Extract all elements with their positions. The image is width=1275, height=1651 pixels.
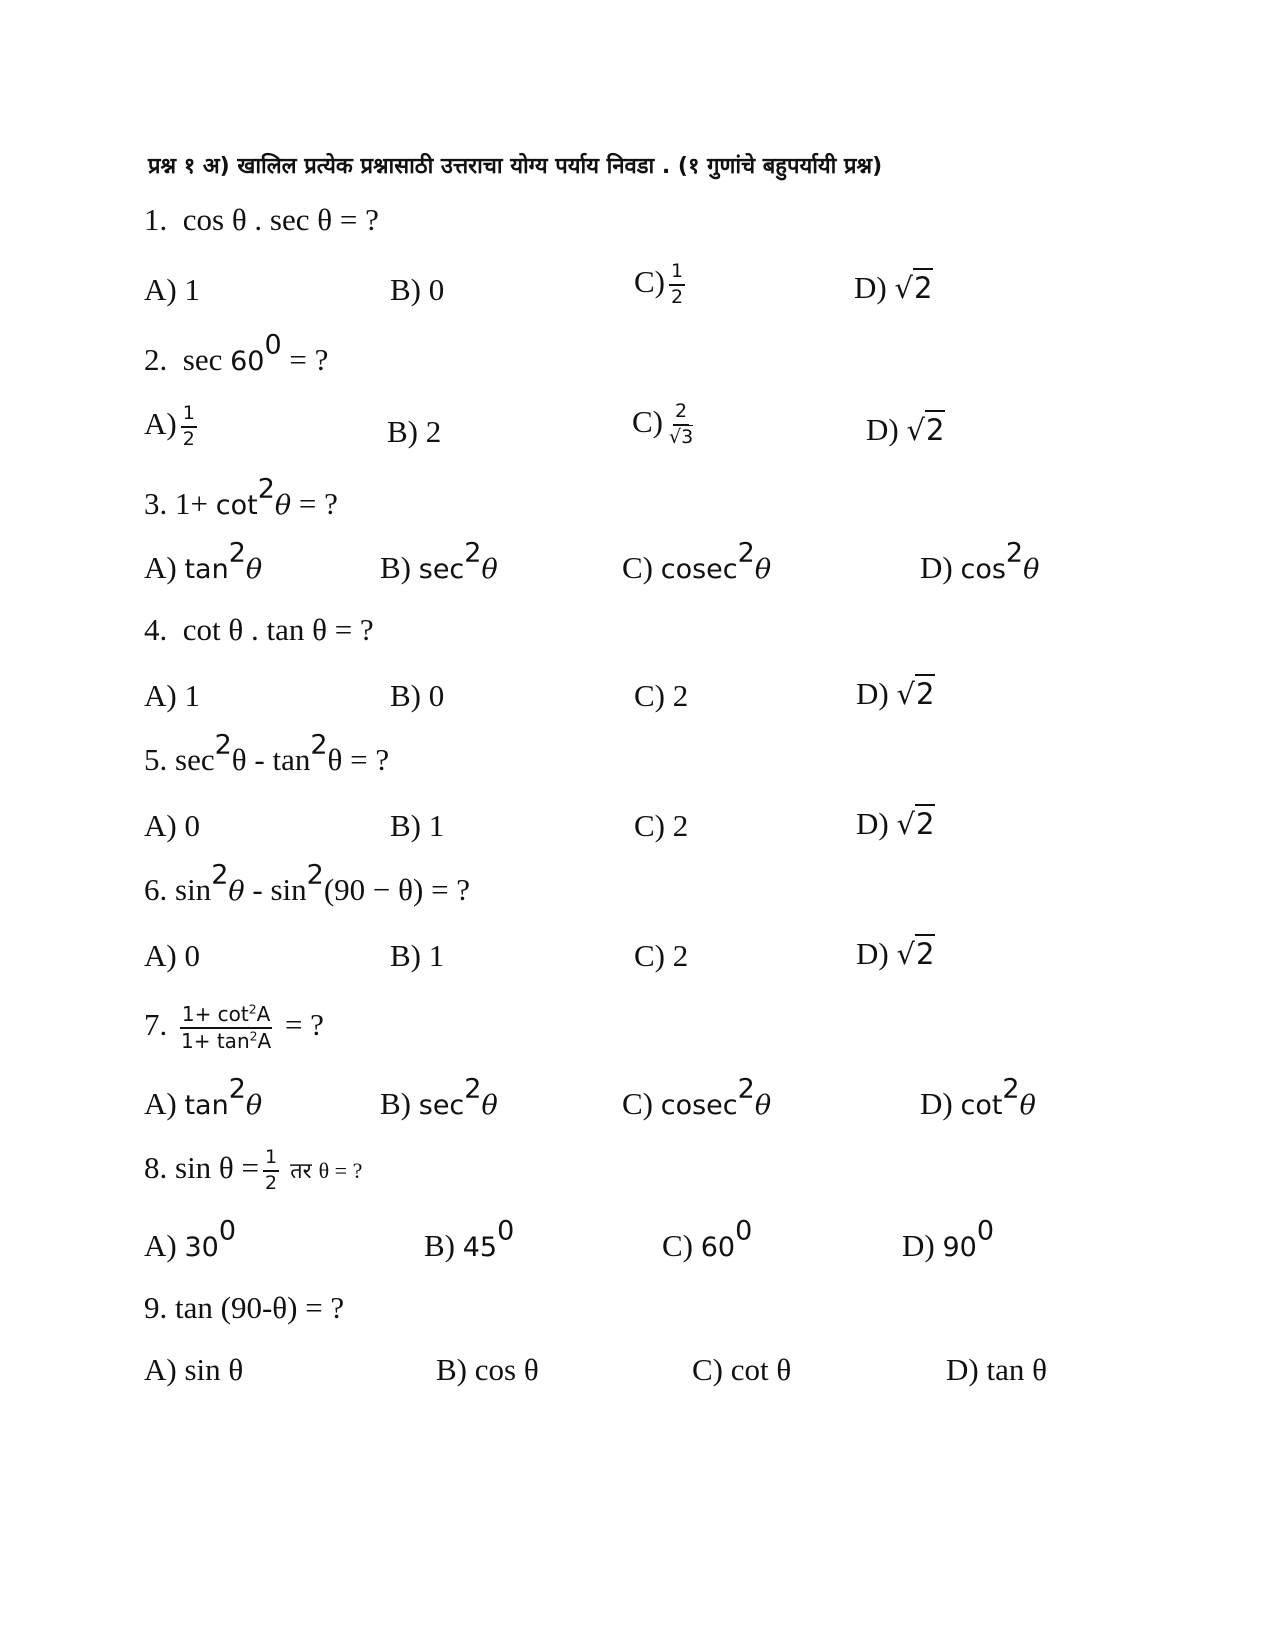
sqrt-radicand: 2 [915, 804, 935, 841]
fraction-denominator: 2 [265, 1171, 278, 1194]
q2-option-a-fraction [181, 404, 197, 450]
question-4 [144, 614, 374, 645]
sqrt-radicand: 2 [913, 268, 933, 305]
exponent: 2 [1005, 537, 1024, 569]
option-value: 60 [700, 1232, 736, 1263]
q6-option-b: B) 1 [390, 938, 445, 973]
exponent: 2 [228, 1073, 246, 1105]
question-2-number: 2. [144, 342, 168, 377]
option-value: 45 [462, 1232, 498, 1263]
theta-variable: θ [228, 876, 245, 907]
q1-option-b: B) 0 [390, 272, 445, 307]
theta-variable: θ [274, 490, 292, 521]
q7-option-b [380, 1073, 498, 1121]
option-label: D) [920, 1086, 961, 1121]
q9-option-a: A) sin θ [144, 1352, 244, 1387]
question-8-ask: θ = ? [318, 1158, 363, 1184]
exponent: 2 [249, 1028, 258, 1044]
question-6-part-b: - sin [244, 872, 307, 907]
fraction-denominator: 2 [671, 285, 684, 308]
theta-variable: θ [481, 554, 498, 585]
q4-option-a: A) 1 [144, 678, 200, 713]
degree-superscript: 0 [976, 1215, 995, 1247]
option-function: cosec [660, 554, 738, 585]
option-function: tan [184, 1090, 229, 1121]
question-6-argument: (90 − θ) [323, 872, 424, 907]
option-function: cosec [660, 1090, 738, 1121]
q1-option-a: A) 1 [144, 272, 200, 307]
option-label: B) [380, 1086, 419, 1121]
exponent: 2 [310, 729, 328, 761]
q1-option-d [854, 272, 933, 303]
q7-option-d [920, 1073, 1036, 1121]
fraction-numerator: 1 [669, 262, 685, 286]
option-function: cot [960, 1090, 1003, 1121]
q2-option-a-label: A) [144, 406, 177, 442]
section-header: प्रश्न १ अ) खालिल प्रत्येक प्रश्नासाठी उत्तराचा योग्य पर्याय निवडा . (१ गुणांचे बहुपर्यायी प्रश्न) [148, 154, 883, 179]
q2-option-a [144, 404, 201, 450]
q9-option-c: C) cot θ [692, 1352, 792, 1387]
q7-option-a [144, 1073, 263, 1121]
q8-option-c [662, 1215, 753, 1263]
sqrt-radicand: 2 [915, 674, 935, 711]
exponent: 2 [1002, 1073, 1020, 1105]
q9-option-b: B) cos θ [436, 1352, 539, 1387]
q5-option-d [856, 808, 935, 839]
q2-option-b: B) 2 [387, 414, 442, 449]
theta-variable: θ [245, 554, 263, 585]
fraction-numerator: 1 [181, 404, 197, 428]
numerator-text: 1+ cot [181, 1002, 249, 1026]
sqrt-symbol: √2 [896, 804, 935, 841]
q2-option-d-label: D) [866, 412, 899, 447]
option-label: D) [902, 1228, 943, 1263]
degree-superscript: 0 [497, 1215, 515, 1247]
option-label: B) [424, 1228, 463, 1263]
fraction-denominator [179, 1029, 273, 1052]
theta-variable: θ [1019, 1090, 1036, 1121]
question-9: 9. tan (90-θ) = ? [144, 1290, 345, 1325]
theta-variable: θ [754, 1090, 772, 1121]
exponent: 2 [211, 859, 229, 891]
question-2 [144, 329, 329, 377]
sqrt-radicand: 2 [915, 934, 935, 971]
question-7-number: 7. [144, 1007, 168, 1043]
q5-option-b: B) 1 [390, 808, 445, 843]
question-3-prefix: 3. 1+ [144, 486, 216, 521]
sqrt-symbol: √2 [896, 934, 935, 971]
question-5-part-b: θ - tan [231, 742, 311, 777]
q4-option-c: C) 2 [634, 678, 689, 713]
question-1-number: 1. [144, 202, 168, 237]
option-label: C) [622, 550, 661, 585]
q8-option-a [144, 1215, 237, 1263]
exponent: 2 [306, 859, 324, 891]
degree-superscript: 0 [264, 329, 282, 361]
question-3 [144, 473, 338, 521]
q5-option-a: A) 0 [144, 808, 200, 843]
question-7-fraction [179, 1001, 273, 1053]
q1-option-d-label: D) [854, 270, 887, 305]
q6-option-a: A) 0 [144, 938, 200, 973]
q8-option-d [902, 1215, 995, 1263]
option-label: A) [144, 550, 185, 585]
fraction-numerator: 1 [263, 1148, 279, 1172]
q2-option-c-fraction [667, 402, 695, 448]
option-label: A) [144, 1228, 185, 1263]
question-6 [144, 859, 471, 907]
q4-option-d [856, 678, 935, 709]
option-value: 30 [184, 1232, 219, 1263]
angle-variable: A [256, 1002, 271, 1026]
question-1 [144, 204, 379, 235]
q3-option-d [920, 537, 1040, 585]
sqrt-radicand: 3 [681, 425, 694, 448]
option-label: D) [856, 806, 889, 841]
exponent: 2 [737, 537, 755, 569]
q4-option-b: B) 0 [390, 678, 445, 713]
fraction-denominator: 2 [182, 427, 195, 450]
degree-superscript: 0 [218, 1215, 237, 1247]
exponent: 2 [214, 729, 232, 761]
q2-option-c-label: C) [632, 404, 663, 440]
exponent: 2 [737, 1073, 755, 1105]
q3-option-b [380, 537, 498, 585]
question-7-equals: = ? [277, 1007, 324, 1043]
option-function: cos [960, 554, 1006, 585]
question-5-part-a: 5. sec [144, 742, 215, 777]
question-2-angle: 60 [230, 346, 265, 377]
fraction-numerator [180, 1001, 273, 1029]
option-label: D) [920, 550, 961, 585]
sqrt-symbol: √2 [894, 268, 933, 305]
question-1-stem: cos θ . sec θ = ? [182, 202, 379, 237]
option-function: sec [418, 554, 465, 585]
exponent: 2 [464, 537, 482, 569]
question-3-equals: = ? [291, 486, 338, 521]
question-3-function: cot [215, 490, 258, 521]
sqrt-symbol: √2 [906, 410, 945, 447]
option-label: B) [380, 550, 419, 585]
degree-superscript: 0 [735, 1215, 753, 1247]
option-label: A) [144, 1086, 185, 1121]
angle-variable: A [257, 1029, 272, 1053]
theta-variable: θ [481, 1090, 498, 1121]
q1-option-c-fraction [669, 262, 685, 308]
option-value: 90 [942, 1232, 977, 1263]
q2-option-d [866, 414, 945, 445]
option-label: C) [662, 1228, 701, 1263]
q2-option-c [632, 402, 699, 448]
question-4-stem: cot θ . tan θ = ? [182, 612, 374, 647]
q7-option-c [622, 1073, 772, 1121]
question-6-equals: = ? [423, 872, 471, 907]
sqrt-radicand: 2 [925, 410, 945, 447]
fraction-numerator: 2 [673, 402, 689, 426]
q5-option-c: C) 2 [634, 808, 689, 843]
option-label: C) [622, 1086, 661, 1121]
exponent: 2 [257, 473, 275, 505]
theta-variable: θ [245, 1090, 263, 1121]
question-6-part-a: 6. sin [144, 872, 212, 907]
theta-variable: θ [1023, 554, 1040, 585]
q3-option-a [144, 537, 263, 585]
q9-option-d: D) tan θ [946, 1352, 1047, 1387]
q1-option-c [634, 262, 689, 308]
question-2-equals: = ? [281, 342, 329, 377]
exponent: 2 [228, 537, 246, 569]
option-function: tan [184, 554, 229, 585]
q8-option-b [424, 1215, 515, 1263]
question-8 [144, 1148, 362, 1194]
denominator-text: 1+ tan [181, 1029, 250, 1053]
question-8-stem: 8. sin θ = [144, 1150, 260, 1186]
option-function: sec [418, 1090, 465, 1121]
question-2-function: sec [182, 342, 223, 377]
q3-option-c [622, 537, 772, 585]
theta-variable: θ [754, 554, 772, 585]
question-5-part-c: θ = ? [327, 742, 390, 777]
question-8-fraction [263, 1148, 279, 1194]
option-label: D) [856, 936, 889, 971]
q6-option-c: C) 2 [634, 938, 689, 973]
q1-option-c-label: C) [634, 264, 665, 300]
question-5 [144, 729, 390, 777]
question-8-connector: तर [283, 1159, 319, 1185]
question-4-number: 4. [144, 612, 168, 647]
exponent: 2 [464, 1073, 482, 1105]
option-label: D) [856, 676, 889, 711]
q6-option-d [856, 938, 935, 969]
question-7 [144, 1001, 324, 1053]
exponent: 2 [248, 1001, 257, 1017]
sqrt-symbol: √2 [896, 674, 935, 711]
fraction-denominator: √3 [669, 425, 694, 448]
